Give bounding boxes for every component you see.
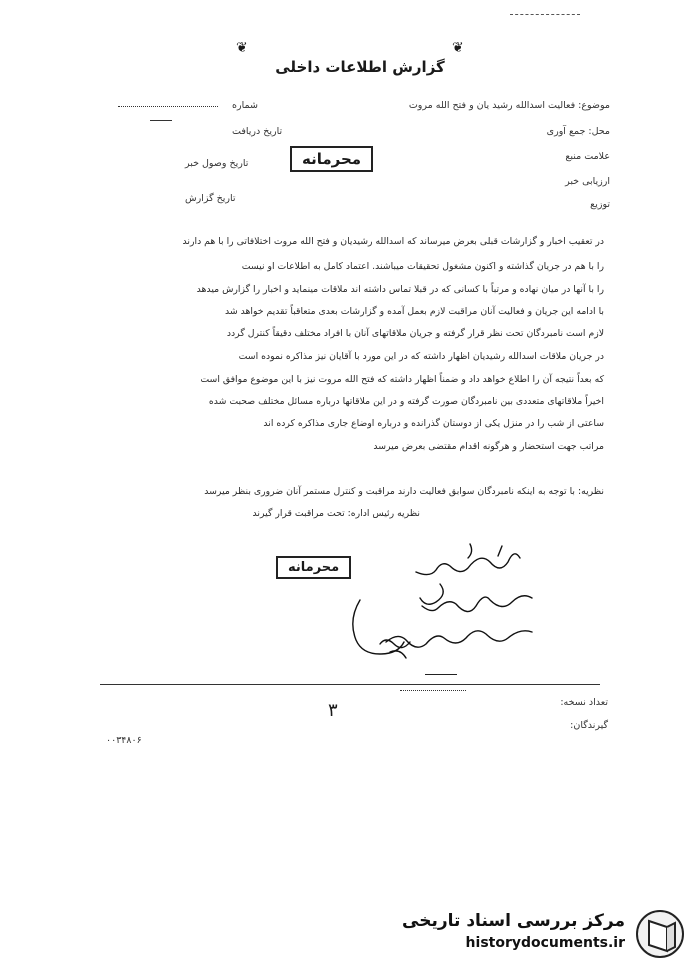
evaluation-line: ارزیابی خبر: [565, 176, 610, 187]
body-line: را با هم در جریان گذاشته و اکنون مشغول تحقیقات میباشند. اعتماد کامل به اطلاعات او نیست: [241, 261, 604, 272]
place-line: محل: جمع آوری: [546, 126, 610, 137]
source-line: علامت منبع: [565, 151, 610, 162]
copies-label: تعداد نسخه:: [560, 697, 608, 708]
archive-logo-icon: [635, 909, 685, 959]
body-line: اخیراً ملاقاتهای متعددی بین نامبردگان صورت گرفته و در این ملاقاتها درباره مسائل مختلف صحبت شده: [208, 396, 604, 407]
number-value-scribble-2: [150, 114, 172, 121]
body-line: ساعتی از شب را در منزل یکی از دوستان گذرانده و درباره اوضاع جاری مذاکره کرده اند: [263, 418, 604, 429]
page-number: ۳: [328, 700, 338, 721]
file-code: ۰۰۳۴۸۰۶: [106, 735, 142, 746]
watermark-name: مرکز بررسی اسناد تاریخی: [402, 911, 625, 931]
footer-divider-short: [400, 690, 466, 691]
footer-divider: [100, 684, 600, 685]
number-value-scribble: [118, 96, 218, 107]
body-line: مراتب جهت استحضار و هرگونه اقدام مقتضی بعرض میرسد: [373, 441, 604, 452]
date-label: تاریخ دریافت: [232, 126, 283, 137]
emblem-right-icon: ❦: [452, 40, 464, 56]
body-line: در تعقیب اخبار و گزارشات قبلی بعرض میرساند که اسدالله رشیدیان و فتح الله مروت اختلافاتی را با هم دارند: [182, 236, 604, 247]
body-line: لازم است نامبردگان تحت نظر قرار گرفته و جریان ملاقاتهای آنان با افراد مختلف دقیقاً کنترل گردد: [226, 328, 604, 339]
classification-stamp: محرمانه: [290, 146, 373, 172]
receive-date-label: تاریخ وصول خبر: [185, 158, 249, 169]
body-line: که بعداً نتیجه آن را اطلاع خواهد داد و ضمناً اظهار داشته که فتح الله مروت نیز با این موضوع موافق است: [200, 374, 604, 385]
watermark-site: historydocuments.ir: [465, 935, 625, 951]
recipients-label: گیرندگان:: [570, 720, 608, 731]
body-line: را با آنها در میان نهاده و مرتباً با کسانی که در قبلا تماس داشته اند ملاقات مینماید و اخبار را گزارش میدهد: [196, 284, 604, 295]
body-line: با ادامه این جریان و فعالیت آنان مراقبت لازم بعمل آمده و گزارشات بعدی متعاقباً تقدیم خواهد شد: [224, 306, 604, 317]
body-line: در جریان ملاقات اسدالله رشیدیان اظهار داشته که در این مورد با آقایان نیز مذاکره نموده است: [238, 351, 604, 362]
top-dashes: [510, 14, 580, 15]
conclusion-line: نظریه رئیس اداره: تحت مراقبت قرار گیرند: [252, 508, 420, 519]
archive-watermark: [395, 905, 695, 963]
conclusion-line: نظریه: با توجه به اینکه نامبردگان سوابق فعالیت دارند مراقبت و کنترل مستمر آنان ضروری بنظر میرسد: [204, 486, 604, 497]
number-label: شماره: [232, 100, 258, 111]
distribution-line: توزیع: [590, 199, 610, 210]
handwritten-mark: [425, 664, 457, 675]
subject-line: موضوع: فعالیت اسدالله رشید یان و فتح الله مروت: [408, 100, 610, 111]
document-title: گزارش اطلاعات داخلی: [275, 58, 445, 76]
emblem-left-icon: ❦: [236, 40, 248, 56]
report-date-label: تاریخ گزارش: [185, 193, 236, 204]
classification-stamp-lower: محرمانه: [276, 556, 351, 579]
